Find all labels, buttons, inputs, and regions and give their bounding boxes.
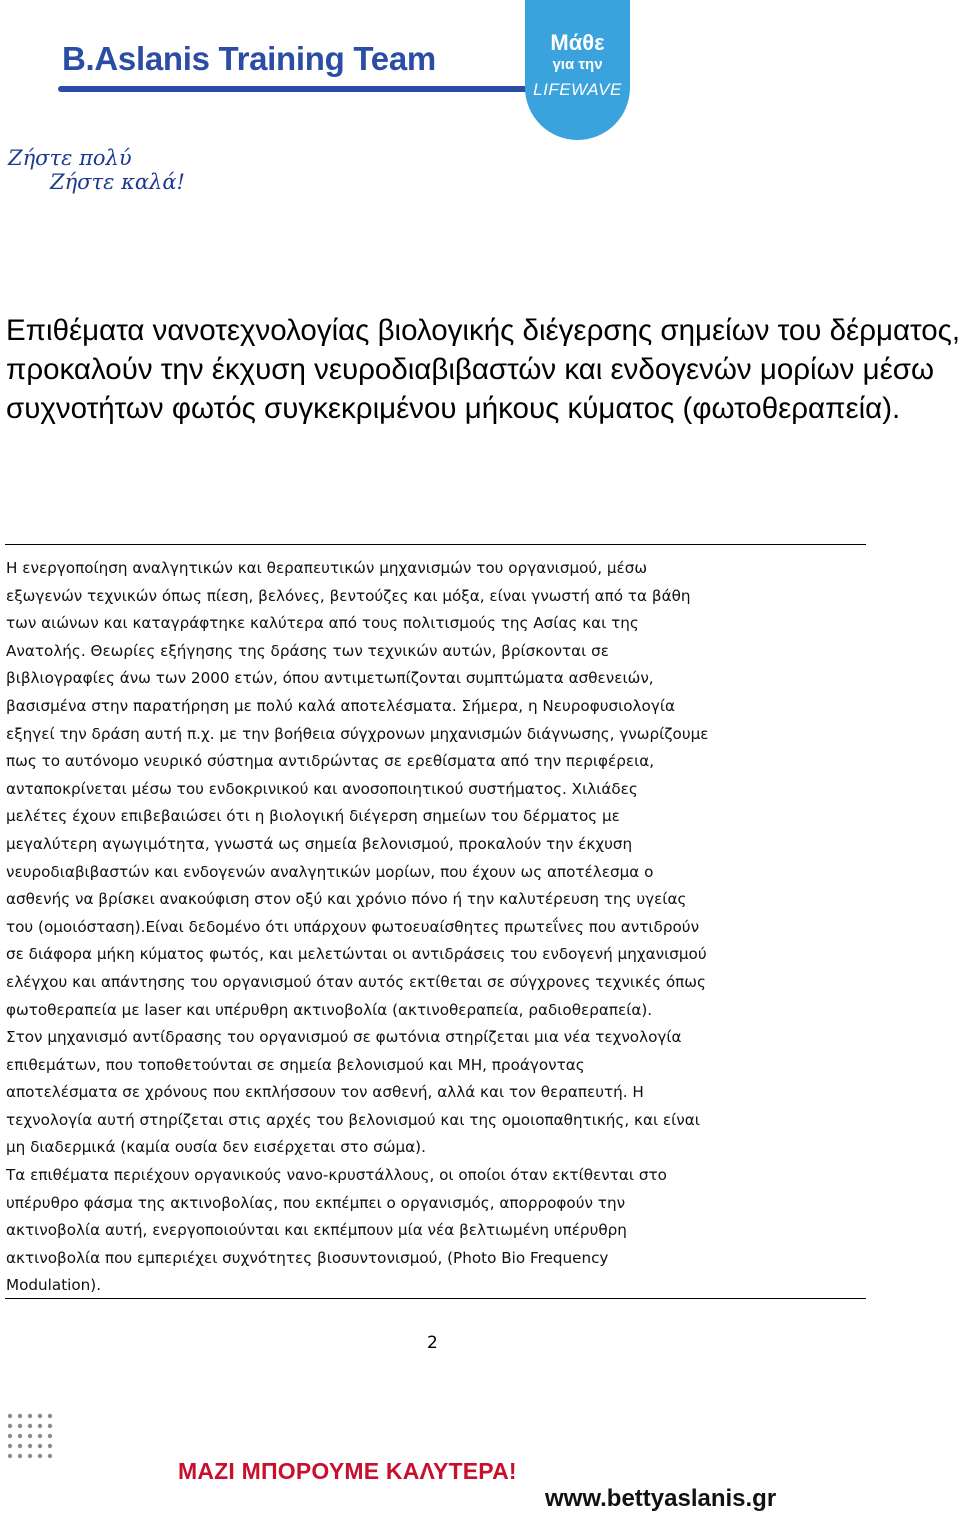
body-line: ανταποκρίνεται μέσω του ενδοκρινικού και ανοσοποιητικού συστήματος. Χιλιάδες	[6, 779, 638, 798]
body-line: ελέγχου και απάντησης του οργανισμού όταν αυτός εκτίθεται σε σύγχρονες τεχνικές όπως	[6, 972, 706, 991]
body-line: βιβλιογραφίες άνω των 2000 ετών, όπου αντιμετωπίζονται συμπτώματα ασθενειών,	[6, 669, 654, 688]
top-rule	[5, 544, 866, 545]
body-line: ασθενής να βρίσκει ανακούφιση στον οξύ και χρόνιο πόνο ή την καλυτέρευση της υγείας	[6, 890, 687, 909]
badge-line-3: LIFEWAVE	[533, 80, 622, 99]
logo-text: B.Aslanis Training Team	[62, 40, 436, 77]
footer-slogan: ΜΑΖΙ ΜΠΟΡΟΥΜΕ ΚΑΛΥΤΕΡΑ!	[178, 1458, 517, 1484]
body-line: επιθεμάτων, που τοποθετούνται σε σημεία βελονισμού και ΜΗ, προάγοντας	[6, 1055, 585, 1074]
website-link[interactable]: www.bettyaslanis.gr	[545, 1485, 777, 1512]
body-line: ακτινοβολία αυτή, ενεργοποιούνται και εκπέμπουν μία νέα βελτιωμένη υπέρυθρη	[6, 1221, 627, 1240]
slogan-line-1: Ζήστε πολύ	[8, 146, 132, 170]
body-text	[6, 555, 886, 1300]
lifewave-badge	[525, 0, 630, 140]
body-line: ακτινοβολία που εμπεριέχει συχνότητες βιοσυντονισμού, (Photo Bio Frequency	[6, 1248, 609, 1267]
document-title: Επιθέματα νανοτεχνολογίας βιολογικής διέγερσης σημείων του δέρματος, προκαλούν την έκχυση νευροδιαβιβαστών και ενδογενών μορίων μέσω συχνοτήτων φωτός συγκεκριμένου μήκους κύματος (φωτοθεραπεία).	[6, 314, 960, 425]
body-line: υπέρυθρο φάσμα της ακτινοβολίας, που εκπέμπει ο οργανισμός, απορροφούν την	[6, 1193, 626, 1212]
body-line: εξηγεί την δράση αυτή π.χ. με την βοήθεια σύγχρονων μηχανισμών διάγνωσης, γνωρίζουμε	[6, 724, 709, 743]
body-line: Στον μηχανισμό αντίδρασης του οργανισμού σε φωτόνια στηρίζεται μια νέα τεχνολογία	[6, 1028, 682, 1047]
badge-line-1: Μάθε	[550, 30, 605, 55]
body-line: μη διαδερμικά (καμία ουσία δεν εισέρχεται στο σώμα).	[6, 1138, 426, 1157]
body-line: Τα επιθέματα περιέχουν οργανικούς νανο-κρυστάλλους, οι οποίοι όταν εκτίθενται στο	[6, 1166, 667, 1185]
logo-underline	[58, 86, 528, 92]
handwritten-slogan	[8, 146, 238, 194]
body-line: πως το αυτόνομο νευρικό σύστημα αντιδρώντας σε ερεθίσματα από την περιφέρεια,	[6, 752, 655, 771]
body-line: των αιώνων και καταγράφτηκε καλύτερα από τους πολιτισμούς της Ασίας και της	[6, 614, 639, 633]
body-line: αποτελέσματα σε χρόνους που εκπλήσσουν τον ασθενή, αλλά και τον θεραπευτή. Η	[6, 1083, 644, 1102]
body-line: Ανατολής. Θεωρίες εξήγησης της δράσης των τεχνικών αυτών, βρίσκονται σε	[6, 641, 609, 660]
body-line: νευροδιαβιβαστών και ενδογενών αναλγητικών μορίων, που έχουν ως αποτέλεσμα ο	[6, 862, 654, 881]
bottom-rule	[5, 1298, 866, 1299]
slogan-line-2: Ζήστε καλά!	[50, 170, 185, 194]
body-line: εξωγενών τεχνικών όπως πίεση, βελόνες, βεντούζες και μόξα, είναι γνωστή από τα βάθη	[6, 586, 691, 605]
dot-pattern-decoration	[4, 1410, 56, 1462]
badge-line-2: για την	[552, 56, 603, 73]
body-line: βασισμένα στην παρατήρηση με πολύ καλά αποτελέσματα. Σήμερα, η Νευροφυσιολογία	[6, 696, 675, 715]
body-line: σε διάφορα μήκη κύματος φωτός, και μελετώνται οι αντιδράσεις του ενδογενή μηχανισμού	[6, 945, 707, 964]
body-line: μεγαλύτερη αγωγιμότητα, γνωστά ως σημεία βελονισμού, προκαλούν την έκχυση	[6, 834, 633, 853]
body-line: φωτοθεραπεία με laser και υπέρυθρη ακτινοβολία (ακτινοθεραπεία, ραδιοθεραπεία).	[6, 1000, 653, 1019]
body-line: μελέτες έχουν επιβεβαιώσει ότι η βιολογική διέγερση σημείων του δέρματος με	[6, 807, 620, 826]
page-number: 2	[427, 1333, 438, 1353]
body-line: Η ενεργοποίηση αναλγητικών και θεραπευτικών μηχανισμών του οργανισμού, μέσω	[6, 559, 648, 577]
body-line: Modulation).	[6, 1276, 102, 1295]
body-line: τεχνολογία αυτή στηρίζεται στις αρχές του βελονισμού και της ομοιοπαθητικής, και είναι	[6, 1110, 700, 1129]
body-line: του (ομοιόσταση).Είναι δεδομένο ότι υπάρχουν φωτοευαίσθητες πρωτεΐνες που αντιδρούν	[6, 917, 700, 936]
